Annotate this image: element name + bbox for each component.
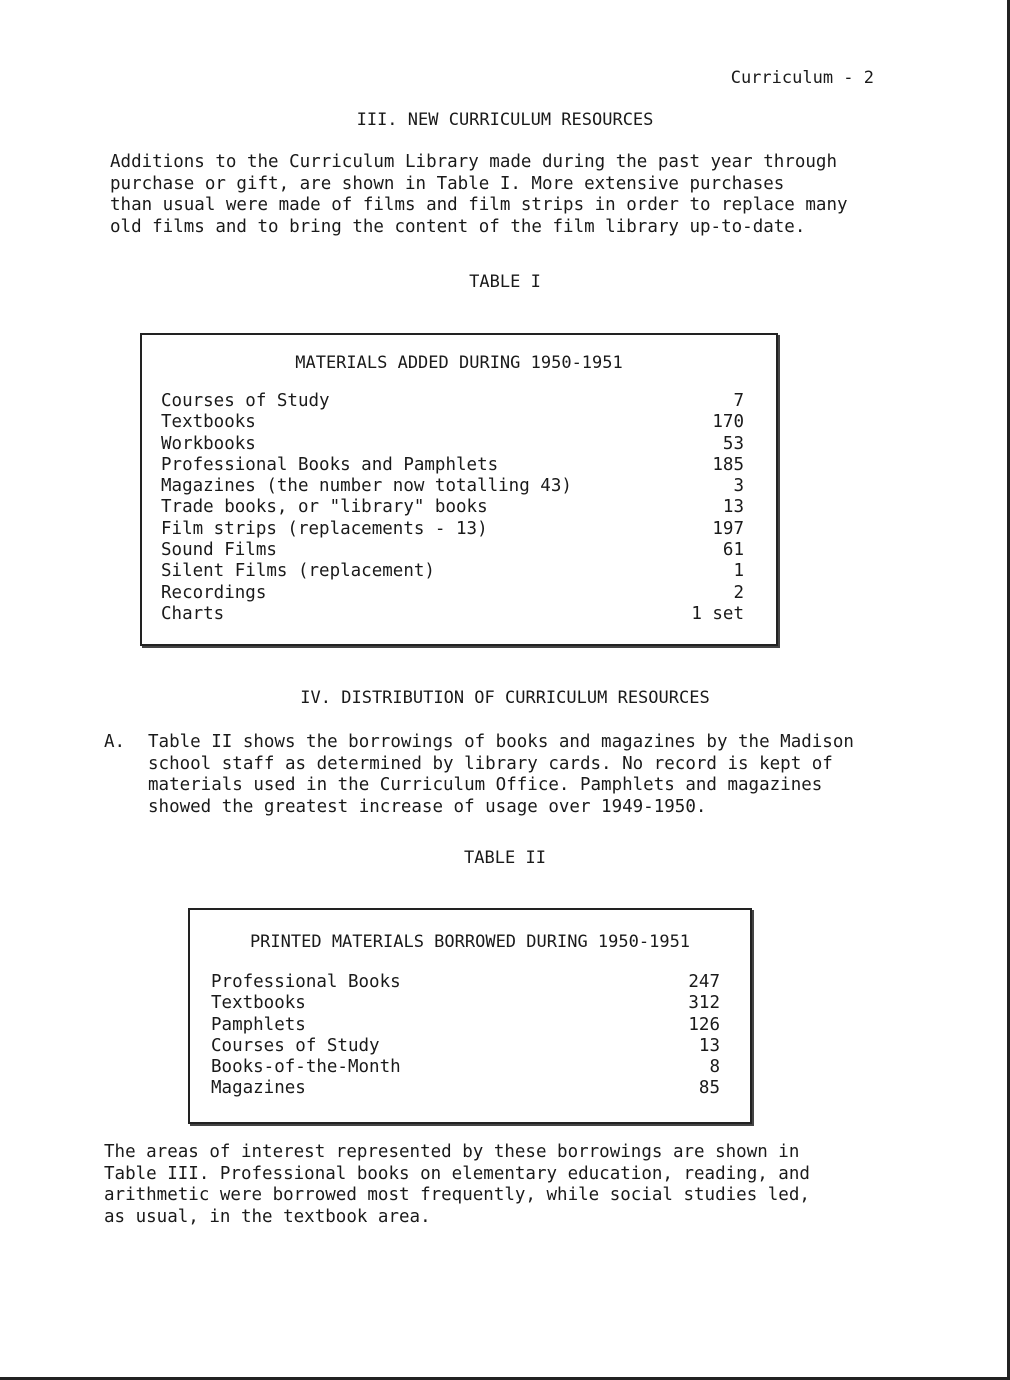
- row-item-label: Trade books, or "library" books: [161, 497, 488, 518]
- section-heading-distribution: IV. DISTRIBUTION OF CURRICULUM RESOURCES: [300, 688, 710, 708]
- table-row: [161, 561, 744, 582]
- table-row: [211, 972, 720, 993]
- section-heading-new-resources: III. NEW CURRICULUM RESOURCES: [356, 110, 654, 130]
- row-item-value: 1: [733, 561, 744, 582]
- table-row: [161, 434, 744, 455]
- table1-materials-added: [140, 333, 778, 646]
- row-item-label: Textbooks: [161, 412, 256, 433]
- table-row: [161, 476, 744, 497]
- row-item-label: Charts: [161, 603, 225, 624]
- row-item-value: 247: [688, 972, 720, 992]
- row-item-label: Workbooks: [161, 433, 256, 454]
- row-item-value: 1 set: [691, 603, 744, 624]
- table-row: [211, 1057, 720, 1078]
- table-row: [161, 391, 744, 412]
- table2-title: PRINTED MATERIALS BORROWED DURING 1950-1951: [249, 932, 691, 952]
- row-item-label: Professional Books: [211, 972, 401, 992]
- row-item-label: Silent Films (replacement): [161, 561, 435, 582]
- table-row: [161, 540, 744, 561]
- row-item-label: Magazines: [211, 1078, 306, 1099]
- item-a-paragraph: Table II shows the borrowings of books and magazines by the Madison school staff as determined by library cards. No record is kept of materials used in the Curriculum Office. Pamphlets and magazines showed the greatest increase of usage over 1949-1950.: [148, 732, 854, 817]
- row-item-label: Courses of Study: [211, 1035, 380, 1056]
- row-item-value: 197: [712, 518, 744, 539]
- row-item-label: Sound Films: [161, 540, 277, 561]
- table1-title: MATERIALS ADDED DURING 1950-1951: [295, 353, 623, 373]
- table2-label: TABLE II: [464, 848, 546, 868]
- row-item-value: 8: [709, 1057, 720, 1078]
- table-row: [161, 583, 744, 604]
- table-row: [161, 604, 744, 625]
- row-item-label: Courses of Study: [161, 391, 330, 411]
- table-row: [161, 497, 744, 518]
- page-number-label: Curriculum - 2: [730, 68, 874, 88]
- row-item-label: Books-of-the-Month: [211, 1057, 401, 1078]
- row-item-label: Recordings: [161, 582, 267, 603]
- table2-materials-borrowed: [188, 908, 752, 1124]
- table-row: [211, 993, 720, 1014]
- row-item-label: Film strips (replacements - 13): [161, 518, 488, 539]
- row-item-value: 185: [712, 454, 744, 475]
- row-item-value: 2: [733, 582, 744, 603]
- closing-paragraph: The areas of interest represented by these borrowings are shown in Table III. Professional books on elementary education, reading, and arithmetic were borrowed most frequently, while social studies led, as usual, in the textbook area.: [104, 1142, 810, 1227]
- row-item-label: Pamphlets: [211, 1014, 306, 1035]
- table-row: [211, 1078, 720, 1099]
- row-item-value: 53: [722, 433, 744, 454]
- row-item-value: 170: [712, 412, 744, 433]
- table1-rows: [142, 391, 776, 625]
- row-item-value: 3: [733, 476, 744, 497]
- table-row: [161, 519, 744, 540]
- row-item-label: Textbooks: [211, 993, 306, 1014]
- table-row: [161, 412, 744, 433]
- row-item-label: Professional Books and Pamphlets: [161, 454, 499, 475]
- row-item-value: 312: [688, 993, 720, 1014]
- row-item-value: 61: [722, 540, 744, 561]
- table-row: [211, 1015, 720, 1036]
- row-item-value: 85: [698, 1078, 720, 1099]
- row-item-value: 7: [733, 391, 744, 411]
- table1-label: TABLE I: [469, 272, 541, 292]
- row-item-label: Magazines (the number now totalling 43): [161, 476, 572, 497]
- table-row: [211, 1036, 720, 1057]
- row-item-value: 126: [688, 1014, 720, 1035]
- item-a-label: A.: [104, 732, 126, 752]
- table2-rows: [190, 972, 750, 1100]
- intro-paragraph: Additions to the Curriculum Library made during the past year through purchase or gift, are shown in Table I. More extensive purchases than usual were made of films and film strips in order to replace many old films and to bring the content of the film library up-to-date.: [110, 152, 848, 237]
- row-item-value: 13: [722, 497, 744, 518]
- table-row: [161, 455, 744, 476]
- row-item-value: 13: [698, 1035, 720, 1056]
